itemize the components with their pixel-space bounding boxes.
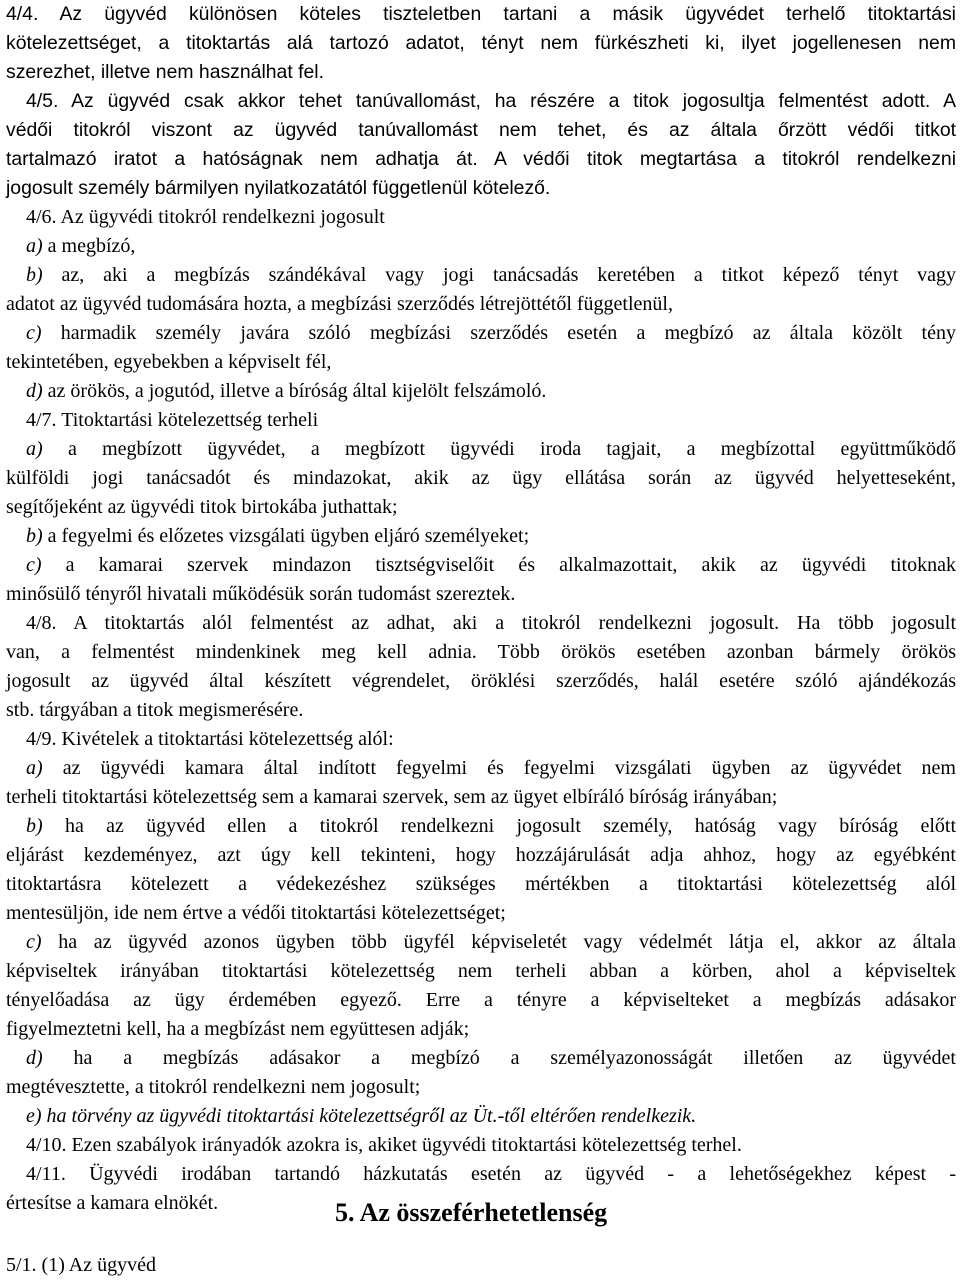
p45-line-4: jogosult személy bármilyen nyilatkozatától függetlenül kötelező.	[6, 177, 551, 199]
p49-item-c-2: képviseltek irányában titoktartási kötelezettség nem terheli abban a körben, ahol a képviseltek	[6, 960, 956, 982]
p47-intro: 4/7. Titoktartási kötelezettség terheli	[26, 409, 319, 431]
p49-item-b-1: b) ha az ügyvéd ellen a titokról rendelkezni jogosult személy, hatóság vagy bíróság előtt	[26, 815, 956, 837]
p49-item-c-1: c) ha az ügyvéd azonos ügyben több ügyfél képviseletét vagy védelmét látja el, akkor az általa	[26, 931, 956, 953]
p51-start: 5/1. (1) Az ügyvéd	[6, 1254, 156, 1276]
p48-line-4: stb. tárgyában a titok megismerésére.	[6, 699, 304, 721]
p45-line-3: tartalmazó iratot a hatóságnak nem adhatja át. A védői titok megtartása a titokról rendelkezni	[6, 148, 956, 170]
section-heading: 5. Az összeférhetetlenség	[335, 1198, 608, 1227]
p49-item-e: e) ha törvény az ügyvédi titoktartási kötelezettségről az Üt.-től eltérően rendelkezik.	[26, 1105, 697, 1127]
p49-item-a-1: a) az ügyvédi kamara által indított fegyelmi és fegyelmi vizsgálati ügyben az ügyvédet nem	[26, 757, 956, 779]
p47-item-a-1: a) a megbízott ügyvédet, a megbízott ügyvédi iroda tagjait, a megbízottal együttműködő	[26, 438, 956, 460]
p49-item-a-2: terheli titoktartási kötelezettség sem a kamarai szervek, sem az ügyet elbíráló bíróság irányában;	[6, 786, 778, 808]
p49-item-b-2: eljárást kezdeményez, azt úgy kell tekinteni, hogy hozzájárulását adja ahhoz, hogy az egyébként	[6, 844, 956, 866]
p49-item-b-3: titoktartásra kötelezett a védekezéshez szükséges mértékben a titoktartási kötelezettség alól	[6, 873, 956, 895]
p46-item-a: a) a megbízó,	[26, 235, 136, 257]
p44-line-2: kötelezettséget, a titoktartás alá tartozó adatot, tényt nem fürkészheti ki, ilyet jogellenesen nem	[6, 32, 956, 54]
p48-line-3: jogosult az ügyvéd által készített végrendelet, öröklési szerződés, halál esetére szóló ajándékozás	[6, 670, 956, 692]
p44-line-3: szerezhet, illetve nem használhat fel.	[6, 61, 324, 83]
p46-item-b-1: b) az, aki a megbízás szándékával vagy jogi tanácsadás keretében a titkot képező tényt vagy	[26, 264, 956, 286]
p48-line-1: 4/8. A titoktartás alól felmentést az adhat, aki a titokról rendelkezni jogosult. Ha több jogosult	[26, 612, 956, 634]
p45-line-2: védői titokról viszont az ügyvéd tanúvallomást nem tehet, és az általa őrzött védői titkot	[6, 119, 956, 141]
p46-item-c-1: c) harmadik személy javára szóló megbízási szerződés esetén a megbízó az általa közölt tény	[26, 322, 956, 344]
p411-line-2: értesítse a kamara elnökét.	[6, 1192, 219, 1214]
p45-line-1: 4/5. Az ügyvéd csak akkor tehet tanúvallomást, ha részére a titok jogosultja felmentést adott. A	[26, 90, 956, 112]
p46-item-b-2: adatot az ügyvéd tudomására hozta, a megbízási szerződés létrejöttétől függetlenül,	[6, 293, 673, 315]
p49-item-b-4: mentesüljön, ide nem értve a védői titoktartási kötelezettséget;	[6, 902, 506, 924]
p49-item-c-3: tényelőadása az ügy érdemében egyező. Erre a tényre a képviselteket a megbízás adásakor	[6, 989, 956, 1011]
p46-item-d: d) az örökös, a jogutód, illetve a bíróság által kijelölt felszámoló.	[26, 380, 547, 402]
p44-line-1: 4/4. Az ügyvéd különösen köteles tiszteletben tartani a másik ügyvédet terhelő titoktartási	[6, 3, 956, 25]
p46-intro: 4/6. Az ügyvédi titokról rendelkezni jogosult	[26, 206, 385, 228]
p49-item-c-4: figyelmeztetni kell, ha a megbízást nem együttesen adják;	[6, 1018, 470, 1040]
p411-line-1: 4/11. Ügyvédi irodában tartandó házkutatás esetén az ügyvéd - a lehetőségekhez képest -	[26, 1163, 956, 1185]
p410: 4/10. Ezen szabályok irányadók azokra is, akiket ügyvédi titoktartási kötelezettség terhel.	[26, 1134, 742, 1156]
p48-line-2: van, a felmentést mindenkinek meg kell adnia. Több örökös esetében azonban bármely örökös	[6, 641, 956, 663]
p47-item-b: b) a fegyelmi és előzetes vizsgálati ügyben eljáró személyeket;	[26, 525, 530, 547]
p49-intro: 4/9. Kivételek a titoktartási kötelezettség alól:	[26, 728, 394, 750]
p49-item-d-2: megtévesztette, a titokról rendelkezni nem jogosult;	[6, 1076, 421, 1098]
p46-item-c-2: tekintetében, egyebekben a képviselt fél,	[6, 351, 332, 373]
p47-item-a-3: segítőjeként az ügyvédi titok birtokába juthattak;	[6, 496, 398, 518]
p47-item-c-2: minősülő tényről hivatali működésük során tudomást szereztek.	[6, 583, 516, 605]
p47-item-a-2: külföldi jogi tanácsadót és mindazokat, akik az ügy ellátása során az ügyvéd helyetteseként,	[6, 467, 956, 489]
p47-item-c-1: c) a kamarai szervek mindazon tisztségviselőit és alkalmazottait, akik az ügyvédi titoknak	[26, 554, 956, 576]
p49-item-d-1: d) ha a megbízás adásakor a megbízó a személyazonosságát illetően az ügyvédet	[26, 1047, 956, 1069]
